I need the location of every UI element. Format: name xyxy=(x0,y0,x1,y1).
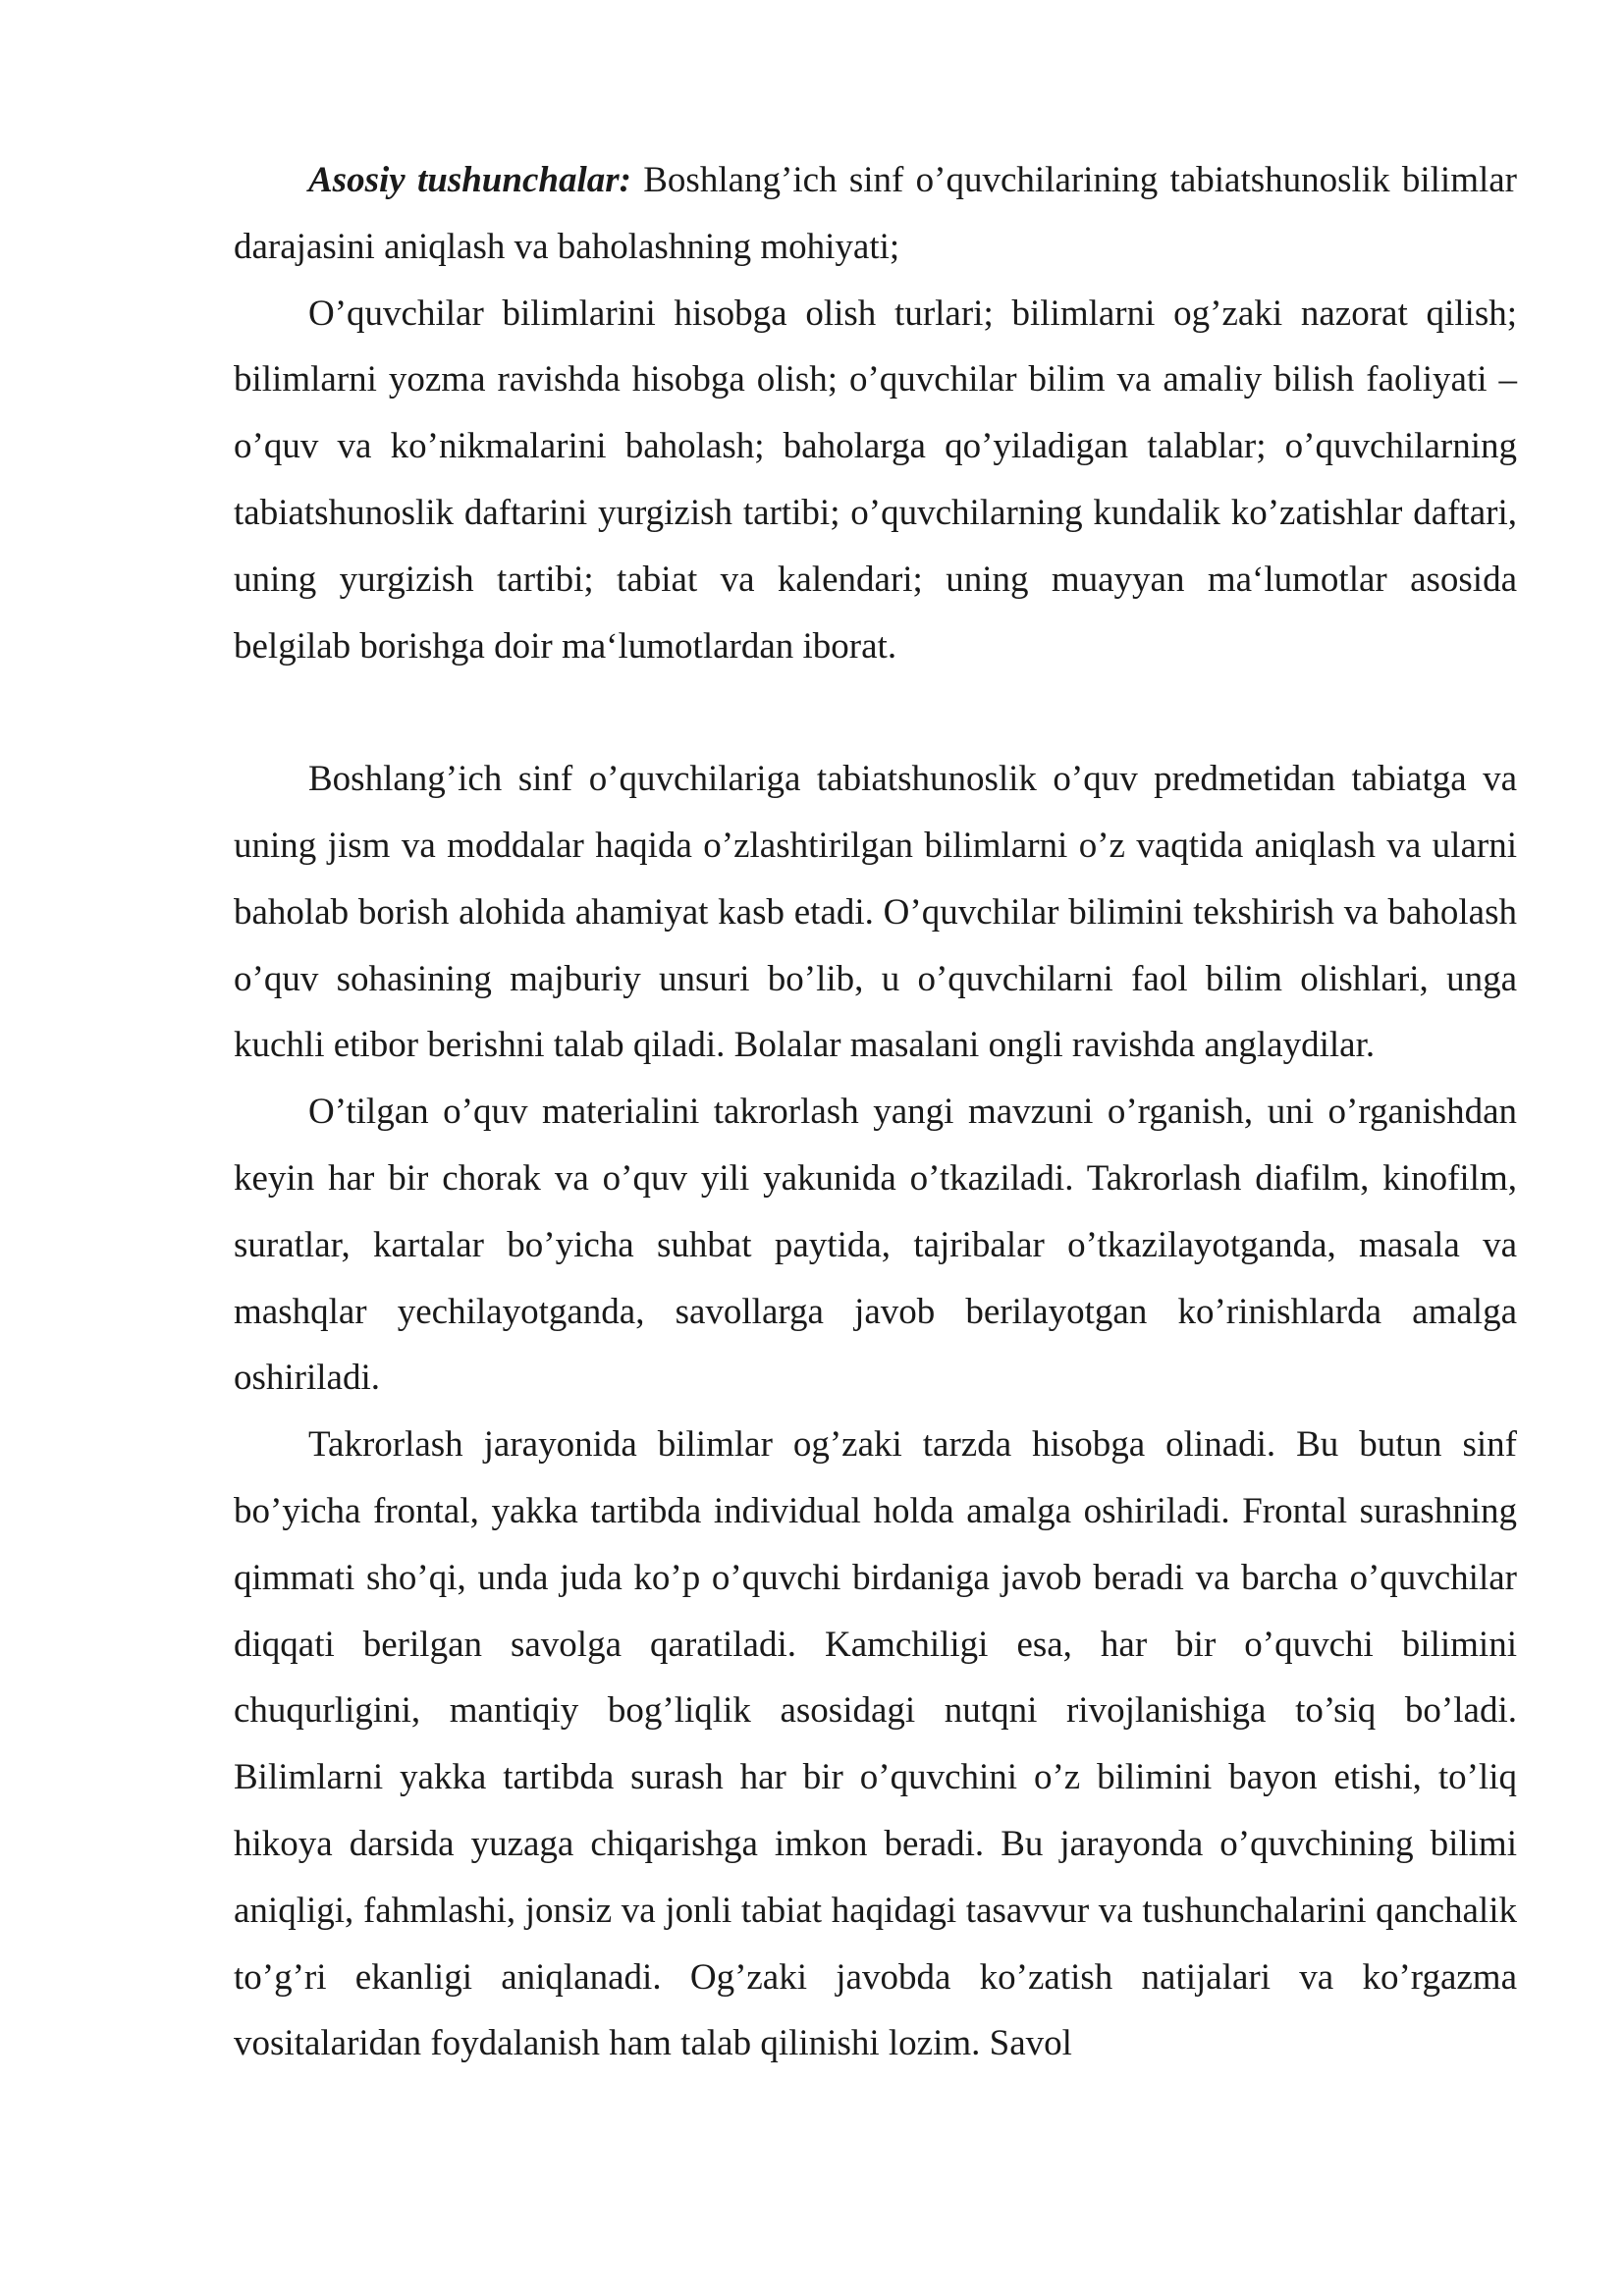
document-body xyxy=(234,147,1517,2077)
paragraph-oral-assessment: Takrorlash jarayonida bilimlar og’zaki tarzda hisobga olinadi. Bu butun sinf bo’yicha frontal, yakka tartibda individual holda amalga oshiriladi. Frontal surashning qimmati sho’qi, unda juda ko’p o’quvchi birdaniga javob beradi va barcha o’quvchilar diqqati berilgan savolga qaratiladi. Kamchiligi esa, har bir o’quvchi bilimini chuqurligini, mantiqiy bog’liqlik asosidagi nutqni rivojlanishiga to’siq bo’ladi. Bilimlarni yakka tartibda surash har bir o’quvchini o’z bilimini bayon etishi, to’liq hikoya darsida yuzaga chiqarishga imkon beradi. Bu jarayonda o’quvchining bilimi aniqligi, fahmlashi, jonsiz va jonli tabiat haqidagi tasavvur va tushunchalarini qanchalik to’g’ri ekanligi aniqlanadi. Og’zaki javobda ko’zatish natijalari va ko’rgazma vositalaridan foydalanish ham talab qilinishi lozim. Savol xyxy=(234,1424,1517,2064)
paragraph-knowledge-assessment: Boshlang’ich sinf o’quvchilariga tabiatshunoslik o’quv predmetidan tabiatga va uning jism va moddalar haqida o’zlashtirilgan bilimlarni o’z vaqtida aniqlash va ularni baholab borish alohida ahamiyat kasb etadi. O’quvchilar bilimini tekshirish va baholash o’quv sohasining majburiy unsuri bo’lib, u o’quvchilarni faol bilim olishlari, unga kuchli etibor berishni talab qiladi. Bolalar masalani ongli ravishda anglaydilar. xyxy=(234,759,1517,1066)
intro-paragraph xyxy=(234,147,1517,281)
intro-text: Boshlang’ich sinf o’quvchilarining tabiatshunoslik bilimlar darajasini aniqlash va baholashning mohiyati; xyxy=(234,160,1518,267)
paragraph-repetition: O’tilgan o’quv materialini takrorlash yangi mavzuni o’rganish, uni o’rganishdan keyin har bir chorak va o’quv yili yakunida o’tkaziladi. Takrorlash diafilm, kinofilm, suratlar, kartalar bo’yicha suhbat paytida, tajribalar o’tkazilayotganda, masala va mashqlar yechilayotganda, savollarga javob berilayotgan ko’rinishlarda amalga oshiriladi. xyxy=(234,1092,1517,1399)
paragraph-concepts-list: O’quvchilar bilimlarini hisobga olish turlari; bilimlarni og’zaki nazorat qilish; bilimlarni yozma ravishda hisobga olish; o’quvchilar bilim va amaliy bilish faoliyati – o’quv va ko’nikmalarini baholash; baholarga qo’yiladigan talablar; o’quvchilarning tabiatshunoslik daftarini yurgizish tartibi; o’quvchilarning kundalik ko’zatishlar daftari, uning yurgizish tartibi; tabiat va kalendari; uning muayyan ma‘lumotlar asosida belgilab borishga doir ma‘lumotlardan iborat. xyxy=(234,293,1517,667)
key-concepts-term: Asosiy tushunchalar: xyxy=(308,160,631,200)
